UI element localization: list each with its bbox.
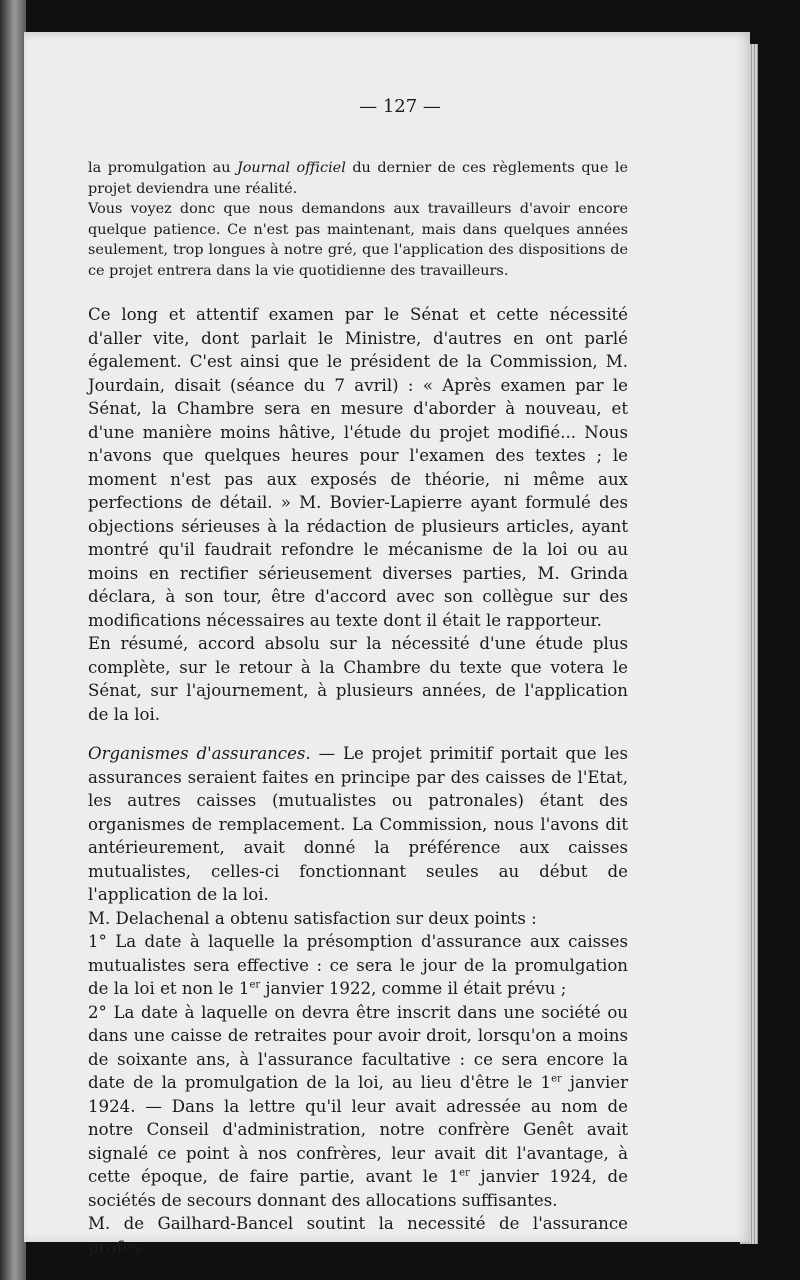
p5-part-b: janvier 1922, comme il était prévu ; xyxy=(260,979,567,998)
small-p1-before: la promulgation au xyxy=(88,160,237,176)
page-content xyxy=(88,158,628,1259)
small-p1-after: du dernier de ces règlements que le projet deviendra une réalité. xyxy=(88,160,628,197)
quoted-small-text xyxy=(88,158,628,281)
paragraph-4: M. Delachenal a obtenu satisfaction sur deux points : xyxy=(88,908,537,928)
p6-part-a: 2° La date à laquelle on devra être inscrit dans une société ou dans une caisse de retraites pour avoir droit, lorsqu'on a moins de soixante ans, à l'assurance facultative : ce sera encore la date de la promulgation de la loi, au lieu d'être le 1 xyxy=(88,1002,628,1092)
section-title-organismes: Organismes d'assurances. xyxy=(88,744,311,763)
paragraph-7: M. de Gailhard-Bancel soutint la necessité de l'assurance profes- xyxy=(88,1214,628,1257)
p5-part-a: 1° La date à laquelle la présomption d'assurance aux caisses mutualistes sera effective : ce sera le jour de la promulgation de la loi et non le 1 xyxy=(88,932,628,998)
paragraph-3 xyxy=(88,742,628,907)
paragraph-6 xyxy=(88,1001,628,1213)
p6-superscript-1: er xyxy=(551,1073,562,1085)
p6-part-c: janvier 1924, de sociétés de secours donnant des allocations suffisantes. xyxy=(88,1167,628,1210)
p5-superscript: er xyxy=(249,979,261,991)
paragraph-1: Ce long et attentif examen par le Sénat et cette nécessité d'aller vite, dont parlait le Ministre, d'autres en ont parlé également. C'est ainsi que le président de la Commission, M. Jourdain, disait (séance du 7 avril) : « Après examen par le Sénat, la Chambre sera en mesure d'aborder à nouveau, et d'une manière moins hâtive, l'étude du projet modifié... Nous n'avons que quelques heures pour l'examen des textes ; le moment n'est pas aux exposés de théorie, ni même aux perfections de détail. » M. Bovier-Lapierre ayant formulé des objections sérieuses à la rédaction de plusieurs articles, ayant montré qu'il faudrait refondre le mécanisme de la loi ou au moins en rectifier sérieusement diverses parties, M. Grinda déclara, à son tour, être d'accord avec son collègue sur des modifications nécessaires au texte dont il était le rapporteur. xyxy=(88,305,628,630)
journal-officiel-italic: Journal officiel xyxy=(237,160,346,176)
paragraph-3-body: — Le projet primitif portait que les assurances seraient faites en principe par des caisses de l'Etat, les autres caisses (mutualistes ou patronales) étant des organismes de remplacement. La Commission, nous l'avons dit antérieurement, avait donné la préférence aux caisses mutualistes, celles-ci fonctionnant seules au début de l'application de la loi. xyxy=(88,744,628,904)
main-text xyxy=(88,303,628,1259)
book-binding-edge xyxy=(0,0,26,1280)
paragraph-5 xyxy=(88,930,628,1001)
small-paragraph-2 xyxy=(88,199,628,281)
p6-superscript-2: er xyxy=(459,1167,470,1179)
page-number: — 127 — xyxy=(359,96,441,117)
paragraph-2: En résumé, accord absolu sur la nécessité d'une étude plus complète, sur le retour à la Chambre du texte que votera le Sénat, sur l'ajournement, à plusieurs années, de l'application de la loi. xyxy=(88,634,628,724)
small-paragraph-1 xyxy=(88,158,628,199)
small-p2-text: Vous voyez donc que nous demandons aux travailleurs d'avoir encore quelque patience. Ce n'est pas maintenant, mais dans quelques années seulement, trop longues à notre gré, que l'application des dispositions de ce projet entrera dans la vie quotidienne des travailleurs. xyxy=(88,201,628,279)
p6-part-b: janvier 1924. — Dans la lettre qu'il leur avait adressée au nom de notre Conseil d'administration, notre confrère Genêt avait signalé ce point à nos confrères, leur avait dit l'avantage, à cette époque, de faire partie, avant le 1 xyxy=(88,1073,628,1186)
